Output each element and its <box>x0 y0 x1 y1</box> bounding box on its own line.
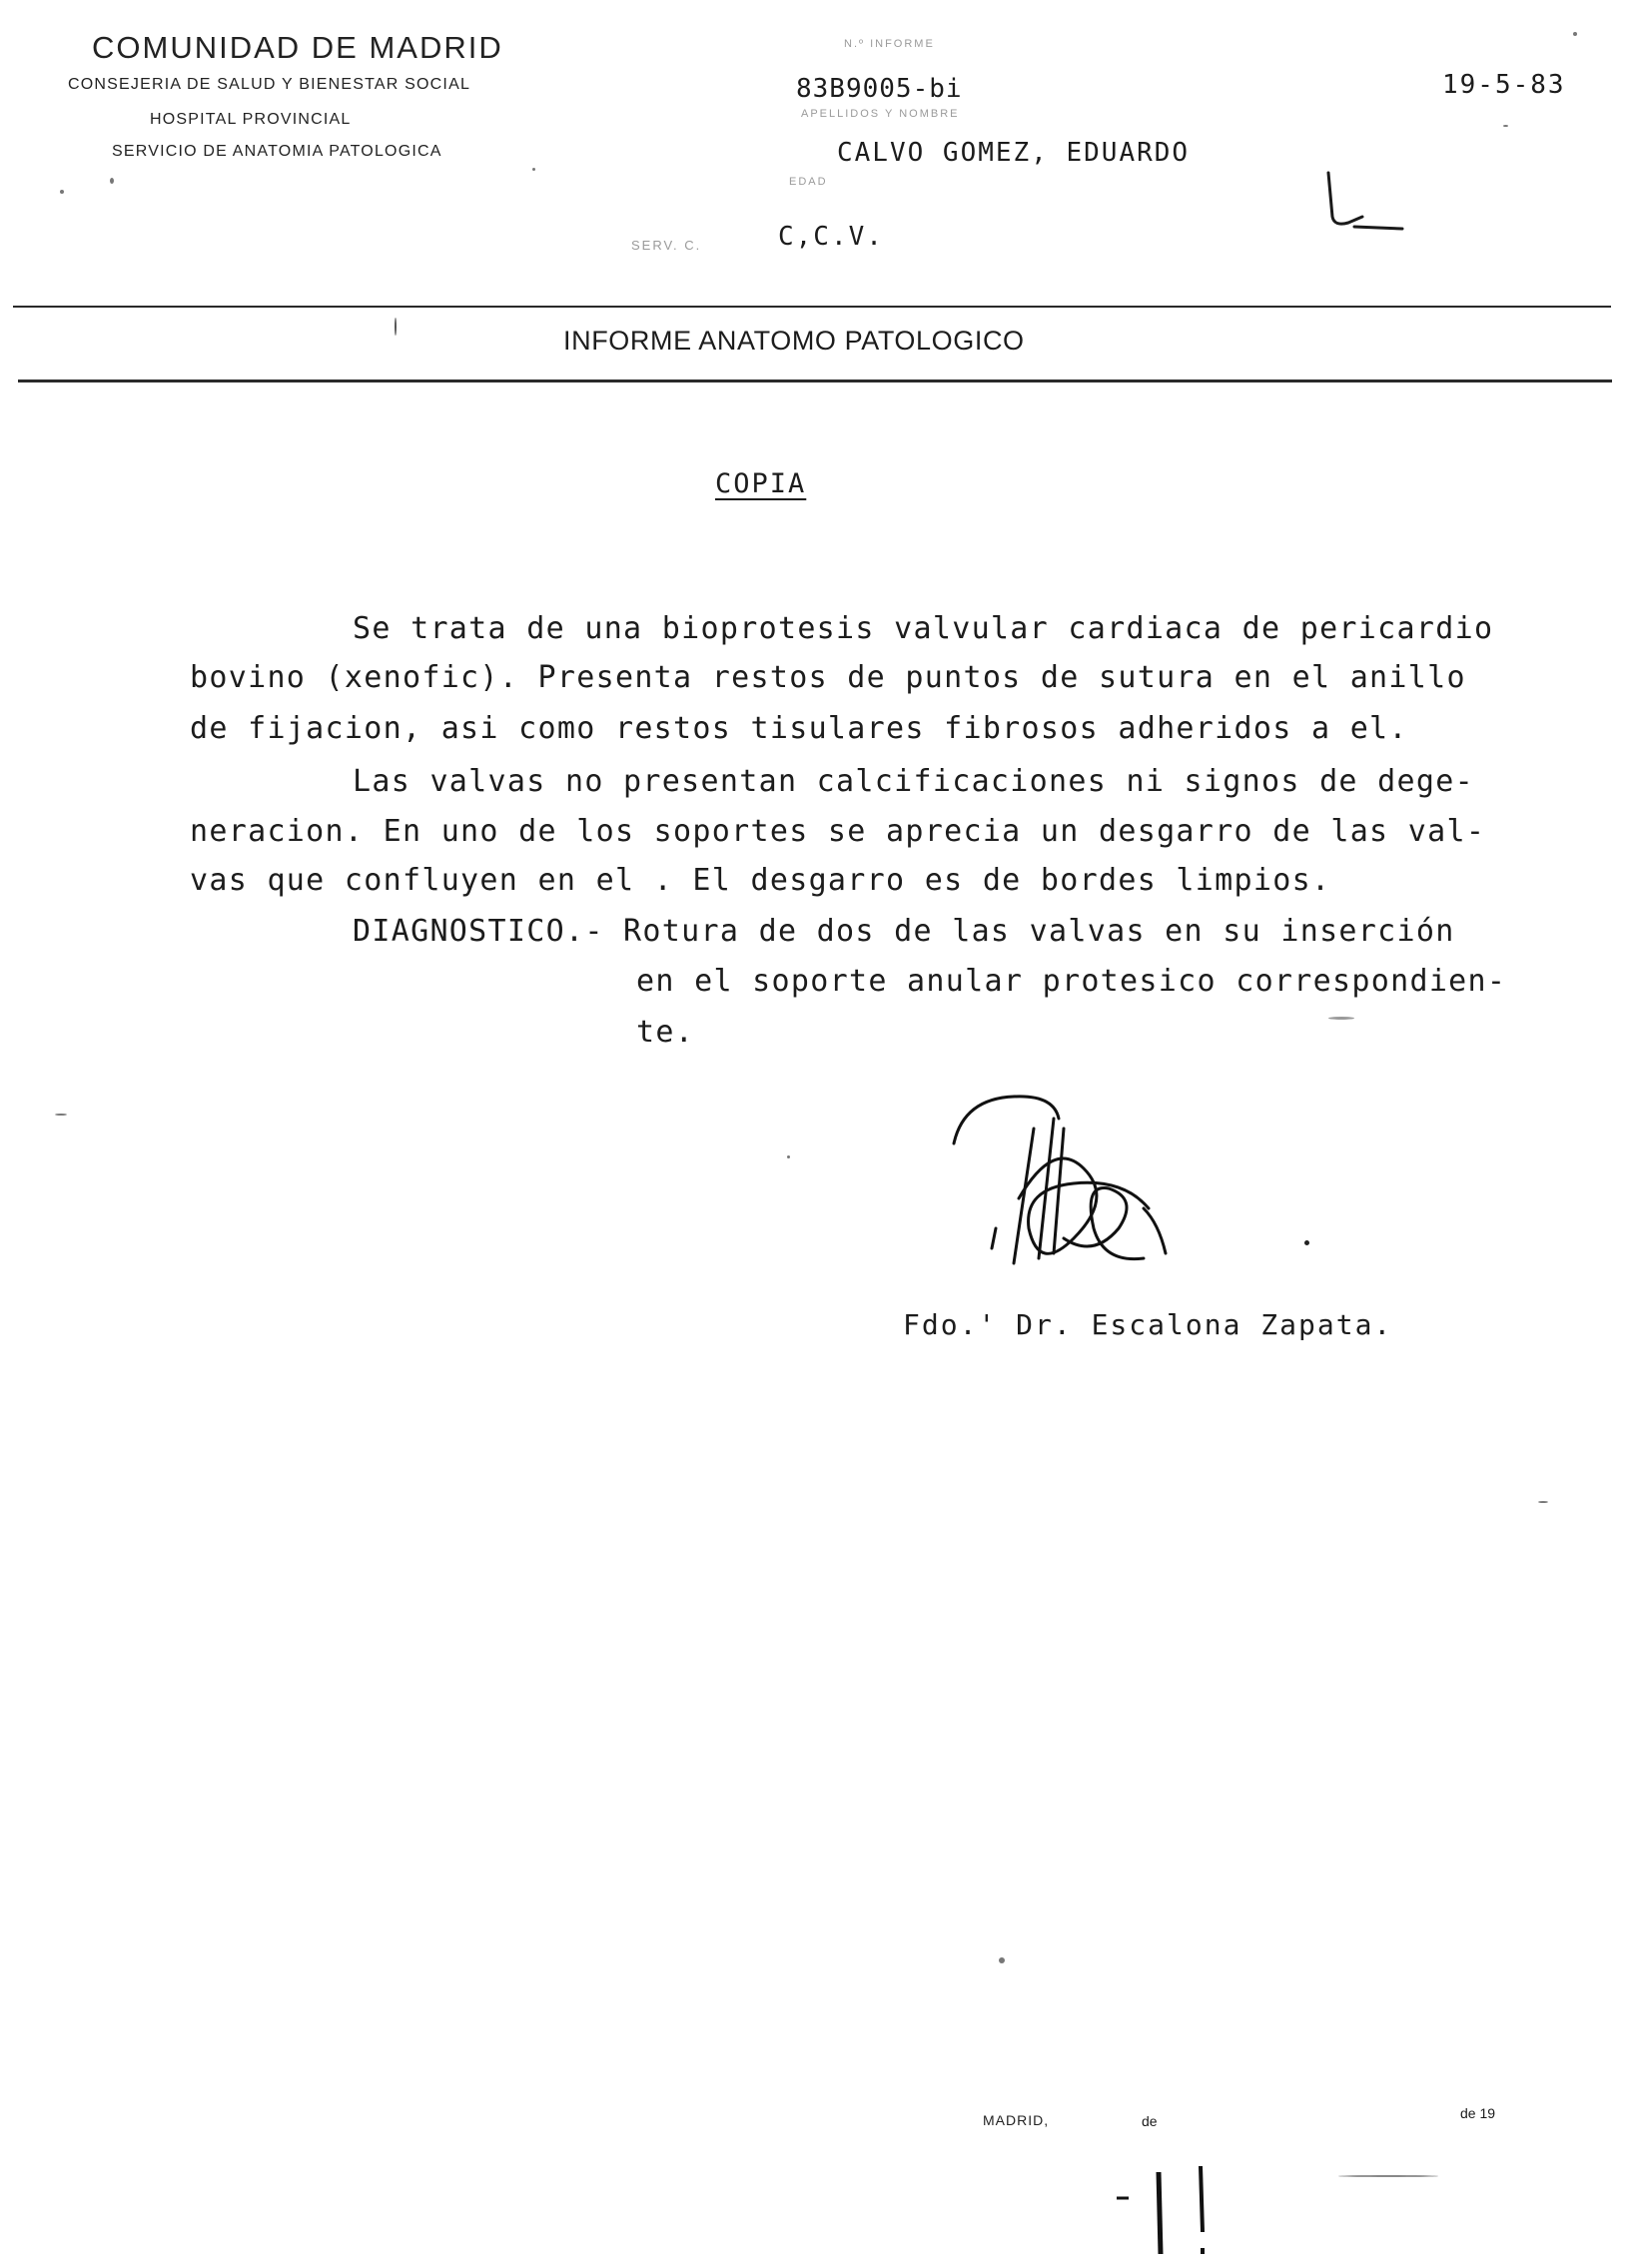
report-date: 19-5-83 <box>1442 70 1566 100</box>
scan-speck <box>1538 1501 1548 1503</box>
patient-name: CALVO GOMEZ, EDUARDO <box>837 138 1191 168</box>
scan-speck <box>395 318 397 336</box>
header-rule-bottom <box>18 379 1612 382</box>
diagnosis-line: en el soporte anular protesico correspondien- <box>636 964 1507 999</box>
footer-de-year: de 19 <box>1460 2105 1496 2121</box>
letterhead-hospital: HOSPITAL PROVINCIAL <box>150 111 352 128</box>
report-line: de fijacion, asi como restos tisulares fibrosos adheridos a el. <box>190 711 1408 746</box>
header-rule-top <box>13 306 1611 308</box>
report-line: neracion. En uno de los soportes se aprecia un desgarro de las val- <box>190 814 1486 849</box>
form-title: INFORME ANATOMO PATOLOGICO <box>563 326 1025 356</box>
letterhead-service: SERVICIO DE ANATOMIA PATOLOGICA <box>112 143 442 160</box>
scan-speck <box>55 1114 67 1116</box>
service-value: C,C.V. <box>778 222 884 252</box>
patient-name-label: APELLIDOS Y NOMBRE <box>801 108 960 120</box>
scan-speck <box>1573 32 1577 36</box>
report-line: bovino (xenofic). Presenta restos de puntos de sutura en el anillo <box>190 660 1466 695</box>
scan-speck <box>1328 1017 1354 1020</box>
service-label: SERV. C. <box>631 238 702 253</box>
report-number: 83B9005-bi <box>796 74 963 104</box>
scan-speck <box>1338 2175 1438 2177</box>
handwritten-mark <box>1318 165 1408 245</box>
report-number-label: N.º INFORME <box>844 38 935 50</box>
scan-speck <box>787 1155 790 1158</box>
report-line: Se trata de una bioprotesis valvular cardiaca de pericardio <box>353 611 1494 646</box>
diagnosis-line: DIAGNOSTICO.- Rotura de dos de las valvas en su inserción <box>353 914 1455 949</box>
signer-name: Fdo.' Dr. Escalona Zapata. <box>903 1308 1393 1341</box>
footer-de: de <box>1142 2113 1158 2129</box>
report-line: Las valvas no presentan calcificaciones ni signos de dege- <box>353 764 1474 799</box>
scan-speck <box>532 168 535 171</box>
report-line: vas que confluyen en el . El desgarro es de bordes limpios. <box>190 863 1331 898</box>
copy-label: COPIA <box>715 468 807 499</box>
letterhead-department: CONSEJERIA DE SALUD Y BIENESTAR SOCIAL <box>68 76 471 93</box>
letterhead-org-name: COMUNIDAD DE MADRID <box>92 30 503 65</box>
diagnosis-line: te. <box>636 1015 695 1050</box>
scan-speck <box>60 190 64 194</box>
scan-speck <box>110 178 114 184</box>
signature-scribble <box>944 1089 1204 1288</box>
footer-city: MADRID, <box>983 2112 1050 2128</box>
scan-speck <box>999 1957 1005 1963</box>
scan-marks <box>1109 2162 1229 2262</box>
scan-speck <box>1503 125 1508 127</box>
age-label: EDAD <box>789 176 828 188</box>
ink-dot <box>1304 1240 1309 1245</box>
